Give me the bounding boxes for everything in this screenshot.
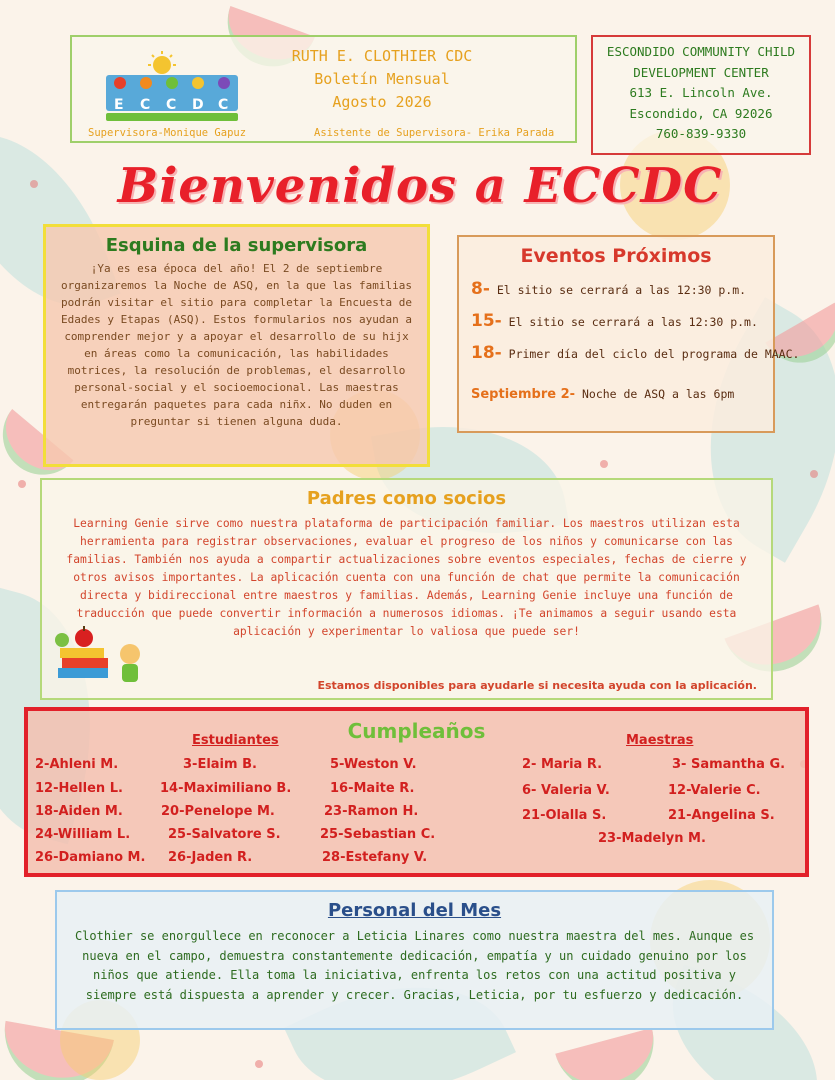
section-body: Clothier se enorgullece en reconocer a Leticia Linares como nuestra maestra del mes. Aunque es nueva en el campo, demuestra constantemente dedicación, empatía y un cuidado genuino por los niños que atiende. Ella toma la iniciativa, enfrenta los retos con una actitud positiva y siempre está dispuesta a aprender y crecer. Gracias, Leticia, por tu esfuerzo y dedicación. [74,929,755,1002]
contact-panel [591,35,811,155]
birthday-entry: 26-Damiano M. [35,850,146,865]
birthday-entry: 12-Valerie C. [668,783,761,798]
upcoming-events [457,235,800,433]
section-title: Padres como socios [306,488,507,509]
birthday-entry: 20-Penelope M. [161,804,275,819]
birthday-entry: 3- Samantha G. [672,757,786,772]
newsletter-label: Boletín Mensual [314,70,450,88]
supervisor-corner [43,224,430,467]
contact-line: ESCONDIDO COMMUNITY CHILD [606,44,796,59]
section-body: ¡Ya es esa época del año! El 2 de septiembre organizaremos la Noche de ASQ, en la que las familias podrán visitar el sitio para completar la Encuesta de Edades y Etapas (ASQ). Estos formularios nos ayudan a comprender mejor y a apoyar el desarrollo de su hijx en áreas como la comunicación, las habilidades motrices, la resolución de problemas, el desarrollo personal-social y el socioemocional. Las maestras entregarán paquetes para cada niñx. No duden en preguntar si tienen alguna duda. [61,262,412,428]
section-title: Personal del Mes [327,900,502,921]
event-item: 15- El sitio se cerrará a las 12:30 p.m. [471,311,758,331]
students-heading: Estudiantes [192,733,279,748]
welcome-heading: Bienvenidos a ECCDC [117,158,723,214]
birthday-entry: 2-Ahleni M. [35,757,119,772]
birthday-entry: 14-Maximiliano B. [160,781,292,796]
birthday-entry: 23-Ramon H. [324,804,419,819]
birthday-entry: 5-Weston V. [330,757,417,772]
logo-letter: C [218,97,229,113]
header-panel [70,35,577,143]
birthday-entry: 16-Maite R. [330,781,415,796]
birthday-entry: 25-Salvatore S. [168,827,281,842]
logo-letter: C [140,97,151,113]
supervisor-name: Supervisora-Monique Gapuz [88,127,247,139]
app-help-note: Estamos disponibles para ayudarle si necesita ayuda con la aplicación. [317,679,757,692]
birthday-entry: 26-Jaden R. [168,850,253,865]
birthday-entry: 28-Estefany V. [322,850,428,865]
parents-partners [40,478,773,700]
birthday-entry: 6- Valeria V. [522,783,610,798]
birthday-entry: 23-Madelyn M. [598,831,706,846]
logo-letter: D [192,97,204,113]
birthday-entry: 24-William L. [35,827,131,842]
contact-address: 613 E. Lincoln Ave. [629,85,773,100]
contact-line: DEVELOPMENT CENTER [633,64,769,80]
staff-of-month [55,890,774,1030]
section-title: Cumpleaños [347,719,486,743]
eccdc-logo [102,49,242,129]
birthday-entry: 12-Hellen L. [35,781,123,796]
teachers-heading: Maestras [626,733,694,748]
birthday-entry: 18-Aiden M. [35,804,123,819]
birthday-entry: 25-Sebastian C. [320,827,436,842]
logo-letter: E [114,97,124,113]
newsletter-date: Agosto 2026 [332,93,432,111]
section-title: Eventos Próximos [520,245,712,267]
logo-letter: C [166,97,177,113]
newsletter-title [252,45,512,114]
birthday-entry: 2- Maria R. [522,757,603,772]
contact-city: Escondido, CA 92026 [629,105,773,121]
section-body: Learning Genie sirve como nuestra plataforma de participación familiar. Los maestros utilizan esta herramienta para registrar observaciones, evaluar el progreso de los niños y comunicarse con las familias. También nos ayuda a compartir actualizaciones sobre eventos especiales, fechas de cierre y otros avisos importantes. La aplicación cuenta con una función de chat que permite la comunicación directa y bidireccional entre maestros y familias. Además, Learning Genie incluye una función de traducción que puede convertir información a numerosos idiomas. ¡Te animamos a seguir usando esta aplicación y experimentar lo valiosa que puede ser! [66,517,747,638]
contact-phone: 760-839-9330 [655,126,747,141]
books-apple-illustration [52,618,152,688]
section-title: Esquina de la supervisora [105,235,368,256]
center-name: RUTH E. CLOTHIER CDC [291,47,473,65]
birthday-entry: 21-Olalla S. [522,808,607,823]
birthday-entry: 3-Elaim B. [183,757,257,772]
event-item: Septiembre 2- Noche de ASQ a las 6pm [471,387,735,402]
assistant-name: Asistente de Supervisora- Erika Parada [314,127,555,139]
event-item: 18- Primer día del ciclo del programa de MAAC. [471,343,800,363]
birthdays [24,707,809,877]
birthday-entry: 21-Angelina S. [668,808,775,823]
event-item: 8- El sitio se cerrará a las 12:30 p.m. [471,279,747,299]
